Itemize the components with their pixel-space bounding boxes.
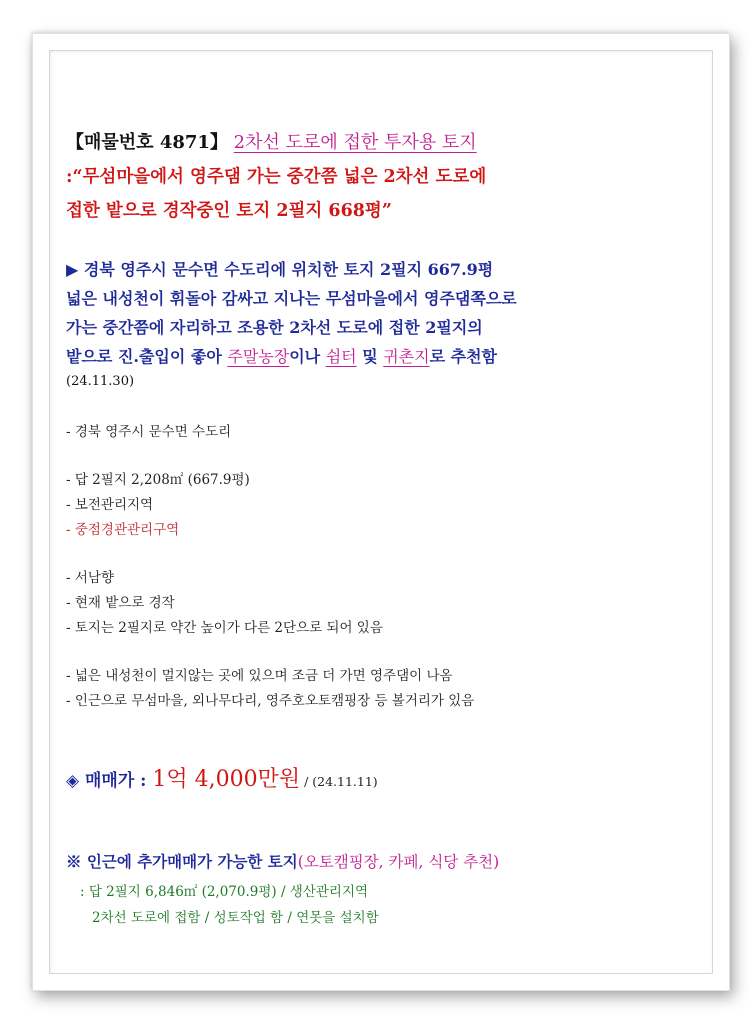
detail-area: - 답 2필지 2,208㎡ (667.9평) bbox=[66, 472, 250, 488]
intro-text-d: 로 추천함 bbox=[429, 347, 498, 366]
listing-number: 【매물번호 4871】 bbox=[66, 132, 228, 153]
intro-text-c: 및 bbox=[356, 347, 384, 366]
listing-title bbox=[66, 128, 477, 154]
detail-nearby-2: - 인근으로 무섬마을, 외나무다리, 영주호오토캠핑장 등 볼거리가 있음 bbox=[66, 693, 475, 709]
intro-line-1: ▶ 경북 영주시 문수면 수도리에 위치한 토지 2필지 667.9평 bbox=[66, 260, 494, 279]
price-label: ◈ 매매가 : bbox=[66, 771, 153, 791]
tag-rural-return: 귀촌지 bbox=[383, 347, 430, 366]
price-amount: 1억 4,000만원 bbox=[152, 767, 301, 792]
extra-land-line-1: : 답 2필지 6,846㎡ (2,070.9평) / 생산관리지역 bbox=[80, 884, 369, 900]
detail-zone-2: - 중점경관관리구역 bbox=[66, 522, 180, 538]
intro-line-3: 가는 중간쯤에 자리하고 조용한 2차선 도로에 접한 2필지의 bbox=[66, 318, 483, 337]
detail-terrain: - 토지는 2필지로 약간 높이가 다른 2단으로 되어 있음 bbox=[66, 620, 383, 636]
listing-headline: 2차선 도로에 접한 투자용 토지 bbox=[233, 132, 477, 153]
intro-text-a: 밭으로 진.출입이 좋아 bbox=[66, 347, 228, 366]
detail-nearby-1: - 넓은 내성천이 멀지않는 곳에 있으며 조금 더 가면 영주댐이 나옴 bbox=[66, 668, 453, 684]
detail-location: - 경북 영주시 문수면 수도리 bbox=[66, 424, 232, 440]
detail-use: - 현재 밭으로 경작 bbox=[66, 595, 175, 611]
summary-quote-line-1: :“무섬마을에서 영주댐 가는 중간쯤 넓은 2차선 도로에 bbox=[66, 167, 487, 187]
detail-facing: - 서남향 bbox=[66, 570, 114, 586]
tag-shelter: 쉼터 bbox=[325, 347, 357, 366]
intro-date: (24.11.30) bbox=[66, 374, 135, 389]
price-date: / (24.11.11) bbox=[300, 774, 378, 789]
extra-heading-text: ※ 인근에 추가매매가 가능한 토지 bbox=[66, 852, 298, 871]
price-line bbox=[66, 762, 378, 793]
extra-heading-paren: (오토캠핑장, 카페, 식당 추천) bbox=[297, 853, 500, 871]
detail-zone-1: - 보전관리지역 bbox=[66, 497, 154, 513]
intro-line-4 bbox=[66, 344, 497, 367]
intro-line-2: 넓은 내성천이 휘돌아 감싸고 지나는 무섬마을에서 영주댐쪽으로 bbox=[66, 289, 517, 308]
extra-land-heading bbox=[66, 850, 499, 872]
tag-weekend-farm: 주말농장 bbox=[227, 347, 290, 366]
summary-quote-line-2: 접한 밭으로 경작중인 토지 2필지 668평” bbox=[66, 201, 392, 221]
intro-text-b: 이나 bbox=[289, 347, 326, 366]
extra-land-line-2: 2차선 도로에 접함 / 성토작업 함 / 연못을 설치함 bbox=[92, 910, 379, 926]
